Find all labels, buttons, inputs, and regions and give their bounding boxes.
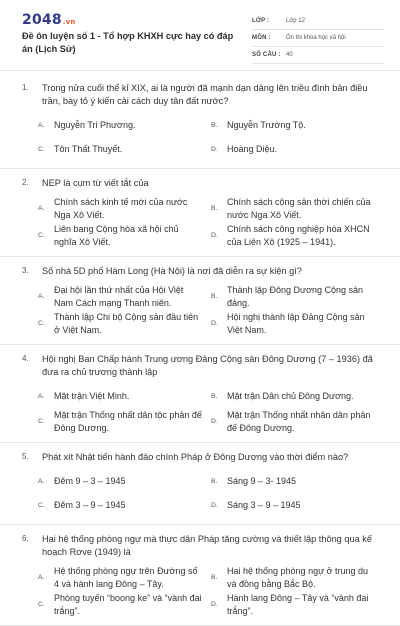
question-3 — [0, 257, 400, 345]
option-c[interactable] — [38, 137, 208, 161]
option-text: Mặt trận Dân chủ Đông Dương. — [227, 390, 354, 401]
question-6 — [0, 525, 400, 626]
option-text: Hội nghị thành lập Đảng Cộng sản Việt Nam. — [227, 312, 365, 335]
question-2 — [0, 169, 400, 257]
page-header — [0, 0, 400, 66]
answer-options — [0, 113, 400, 161]
option-d[interactable] — [211, 310, 381, 337]
option-letter: B. — [211, 205, 218, 212]
option-letter: C. — [38, 320, 45, 327]
meta-label: LỚP : — [252, 18, 270, 24]
option-letter: B. — [211, 293, 218, 300]
option-letter: A. — [38, 293, 45, 300]
option-letter: C. — [38, 145, 45, 153]
option-text: Chính sách công nghiệp hóa XHCN của Liên Xô (1925 – 1941). — [227, 224, 370, 247]
option-a[interactable] — [38, 564, 208, 591]
question-number: 1. — [22, 83, 29, 92]
option-text: Thành lập Chi bộ Cộng sản đầu tiên ở Việt Nam. — [54, 312, 199, 335]
option-c[interactable] — [38, 591, 208, 618]
document-title: Đề ôn luyện số 1 - Tổ hợp KHXH cực hay có đáp án (Lịch Sử) — [22, 31, 234, 54]
question-text: NEP là cụm từ viết tắt của — [42, 178, 149, 188]
logo-text: 2048 — [22, 12, 62, 28]
option-text: Đêm 3 – 9 – 1945 — [54, 499, 126, 510]
meta-row-count — [252, 47, 384, 64]
answer-options — [0, 564, 400, 618]
site-logo[interactable] — [22, 12, 76, 28]
meta-row-subject — [252, 30, 384, 47]
option-text: Tôn Thất Thuyết. — [54, 143, 123, 154]
option-text: Mặt trận Việt Minh. — [54, 390, 130, 401]
option-c[interactable] — [38, 222, 208, 249]
option-text: Thành lập Đông Dương Cộng sản đảng. — [227, 285, 364, 308]
option-letter: B. — [211, 392, 218, 400]
question-number: 5. — [22, 452, 29, 461]
answer-options — [0, 384, 400, 435]
option-letter: C. — [38, 418, 45, 425]
option-text: Nguyễn Trường Tộ. — [227, 119, 306, 130]
question-4 — [0, 345, 400, 443]
option-text: Chính sách kinh tế mới của nước Nga Xô Viết. — [54, 197, 188, 220]
option-letter: A. — [38, 477, 45, 485]
option-text: Liên bang Cộng hòa xã hội chủ nghĩa Xô Viết. — [54, 224, 179, 247]
meta-label: MÔN : — [252, 35, 271, 41]
option-text: Hai hệ thống phòng ngự ở trung du và đồng bằng Bắc Bộ. — [227, 566, 369, 589]
option-b[interactable] — [211, 564, 381, 591]
option-text: Phòng tuyến “boong ke” và “vành đai trắng”. — [54, 593, 202, 616]
option-letter: D. — [211, 601, 218, 608]
option-letter: D. — [211, 418, 218, 425]
option-d[interactable] — [211, 408, 381, 435]
logo-suffix: .vn — [62, 18, 76, 26]
option-text: Hành lang Đông – Tây và “vành đai trắng”. — [227, 593, 369, 616]
option-letter: D. — [211, 145, 218, 153]
option-a[interactable] — [38, 195, 208, 222]
option-text: Sáng 9 – 3- 1945 — [227, 475, 297, 486]
question-text: Trong nửa cuối thế kỉ XIX, ai là người đã mạnh dạn dâng lên triều đình bản điều trần, bày tỏ ý kiến cải cách duy tân đất nước? — [42, 83, 368, 106]
option-c[interactable] — [38, 310, 208, 337]
answer-options — [0, 283, 400, 337]
option-text: Mặt trận Thống nhất nhân dân phản đế Đông Dương. — [227, 410, 371, 433]
option-text: Hệ thống phòng ngự trên Đường số 4 và hành lang Đông – Tây. — [54, 566, 198, 589]
question-text: Hai hệ thống phòng ngự mà thực dân Pháp tăng cường và thiết lập thông qua kế hoạch Rơve (1949) là — [42, 534, 372, 557]
question-1 — [0, 74, 400, 169]
question-number: 6. — [22, 534, 29, 543]
header-divider — [0, 70, 400, 71]
option-text: Mặt trận Thống nhất dân tộc phản đế Đông Dương. — [54, 410, 202, 433]
question-number: 2. — [22, 178, 29, 187]
option-letter: A. — [38, 205, 45, 212]
option-b[interactable] — [211, 195, 381, 222]
option-text: Đại hội lần thứ nhất của Hội Việt Nam Cách mạng Thanh niên. — [54, 285, 184, 308]
option-letter: C. — [38, 501, 45, 509]
option-c[interactable] — [38, 493, 208, 517]
option-b[interactable] — [211, 384, 381, 408]
option-b[interactable] — [211, 469, 381, 493]
option-b[interactable] — [211, 113, 381, 137]
meta-label: SỐ CÂU : — [252, 52, 281, 58]
option-a[interactable] — [38, 283, 208, 310]
option-text: Hoàng Diệu. — [227, 143, 278, 154]
option-letter: C. — [38, 601, 45, 608]
option-letter: A. — [38, 121, 45, 129]
question-text: Phát xít Nhật tiến hành đảo chính Pháp ở Đông Dương vào thời điểm nào? — [42, 452, 349, 462]
option-letter: B. — [211, 477, 218, 485]
question-number: 3. — [22, 266, 29, 275]
meta-row-class — [252, 13, 384, 30]
option-text: Đêm 9 – 3 – 1945 — [54, 475, 126, 486]
option-text: Nguyễn Tri Phương. — [54, 119, 136, 130]
option-letter: B. — [211, 121, 218, 129]
meta-value: Ôn thi khoa học xã hội — [286, 35, 346, 41]
option-text: Chính sách cộng sản thời chiến của nước Nga Xô Viết. — [227, 197, 371, 220]
option-letter: C. — [38, 232, 45, 239]
meta-value: 40 — [286, 52, 293, 58]
option-letter: B. — [211, 574, 218, 581]
meta-value: Lớp 12 — [286, 18, 305, 24]
question-text: Số nhà 5D phố Hàm Long (Hà Nội) là nơi đã diễn ra sự kiện gì? — [42, 266, 302, 276]
document-meta — [252, 13, 384, 64]
question-number: 4. — [22, 354, 29, 363]
question-text: Hội nghị Ban Chấp hành Trung ương Đảng Cộng sản Đông Dương (7 – 1936) đã đưa ra chủ trương thành lập — [42, 354, 373, 377]
option-d[interactable] — [211, 493, 381, 517]
option-d[interactable] — [211, 591, 381, 618]
option-d[interactable] — [211, 137, 381, 161]
question-5 — [0, 443, 400, 525]
question-list — [0, 74, 400, 626]
option-letter: A. — [38, 574, 45, 581]
answer-options — [0, 469, 400, 517]
option-letter: D. — [211, 320, 218, 327]
option-a[interactable] — [38, 384, 208, 408]
option-letter: D. — [211, 232, 218, 239]
option-text: Sáng 3 – 9 – 1945 — [227, 499, 301, 510]
option-letter: D. — [211, 501, 218, 509]
option-b[interactable] — [211, 283, 381, 310]
option-c[interactable] — [38, 408, 208, 435]
option-letter: A. — [38, 392, 45, 400]
option-d[interactable] — [211, 222, 381, 249]
answer-options — [0, 195, 400, 249]
option-a[interactable] — [38, 469, 208, 493]
option-a[interactable] — [38, 113, 208, 137]
